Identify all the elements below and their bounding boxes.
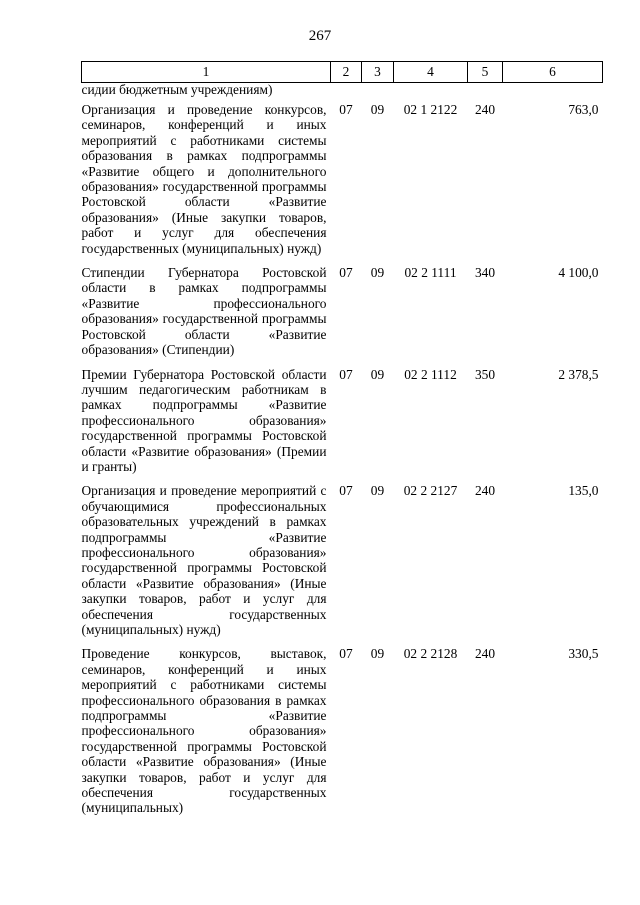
table-row: [82, 260, 603, 361]
row-amount: 135,0: [568, 483, 599, 499]
row-amount: 4 100,0: [558, 265, 599, 281]
row-section: 07: [339, 102, 353, 117]
row-expense-type: 240: [474, 483, 496, 499]
header-col-6: 6: [503, 62, 603, 83]
row-target-code: 02 1 2122: [403, 102, 458, 117]
row-expense-type: 240: [474, 102, 496, 117]
row-target-code: 02 2 1112: [404, 366, 457, 382]
row-section: 07: [339, 646, 353, 662]
header-col-2: 2: [331, 62, 362, 83]
row-description: Организация и проведение мероприятий с обучающимися профессиональных образовательных учреждений в рамках подпрограммы «Развитие профессионального образования» государственной программы Ростовской области «Развитие образования» (Иные закупки товаров, работ и услуг для обеспечения государственных (муниципальных) нужд): [81, 483, 327, 637]
row-expense-type: 240: [474, 646, 496, 662]
row-target-code: 02 2 2127: [403, 483, 458, 499]
row-description: Стипендии Губернатора Ростовской области в рамках подпрограммы «Развитие профессионального образования» государственной программы Ростовской области «Развитие образования» (Стипендии): [81, 265, 327, 358]
header-col-4: 4: [394, 62, 468, 83]
row-description: Проведение конкурсов, выставок, семинаров, конференций и иных мероприятий с работниками системы профессионального образования в рамках подпрограммы «Развитие профессионального образования» государственной программы Ростовской области «Развитие образования» (Иные закупки товаров, работ и услуг для обеспечения государственных (муниципальных): [81, 646, 327, 816]
row-amount: 763,0: [568, 102, 599, 117]
table-row: [82, 478, 603, 641]
row-amount: 330,5: [568, 646, 599, 662]
row-description: Премии Губернатора Ростовской области лучшим педагогическим работникам в рамках подпрограммы «Развитие профессионального образования» государственной программы Ростовской области «Развитие образования» (Премии и гранты): [81, 366, 327, 474]
row-subsection: 09: [370, 483, 385, 499]
row-section: 07: [339, 366, 353, 382]
row-description: Организация и проведение конкурсов, семинаров, конференций и иных мероприятий с работниками системы образования в рамках подпрограммы «Развитие общего и дополнительного образования» государственной программы Ростовской области «Развитие образования» (Иные закупки товаров, работ и услуг для обеспечения государственных (муниципальных) нужд): [81, 102, 327, 256]
continuation-text: сидии бюджетным учреждениям): [81, 82, 273, 97]
table-body: [82, 83, 603, 820]
header-row: [82, 62, 603, 83]
row-amount: 2 378,5: [558, 366, 599, 382]
table-header: [82, 62, 603, 83]
budget-table: [81, 61, 603, 820]
row-subsection: 09: [370, 646, 385, 662]
table-row: [82, 97, 603, 260]
row-expense-type: 340: [474, 265, 496, 281]
row-target-code: 02 2 1111: [404, 265, 457, 281]
header-col-5: 5: [468, 62, 503, 83]
row-section: 07: [339, 483, 353, 499]
table-row: [82, 641, 603, 819]
continuation-row: [82, 83, 603, 98]
row-target-code: 02 2 2128: [403, 646, 458, 662]
row-expense-type: 350: [474, 366, 496, 382]
table-row: [82, 362, 603, 479]
row-subsection: 09: [370, 366, 385, 382]
row-section: 07: [339, 265, 353, 281]
page-number: 267: [308, 28, 332, 44]
row-subsection: 09: [370, 265, 385, 281]
header-col-3: 3: [362, 62, 394, 83]
row-subsection: 09: [370, 102, 385, 117]
header-col-1: 1: [82, 62, 331, 83]
